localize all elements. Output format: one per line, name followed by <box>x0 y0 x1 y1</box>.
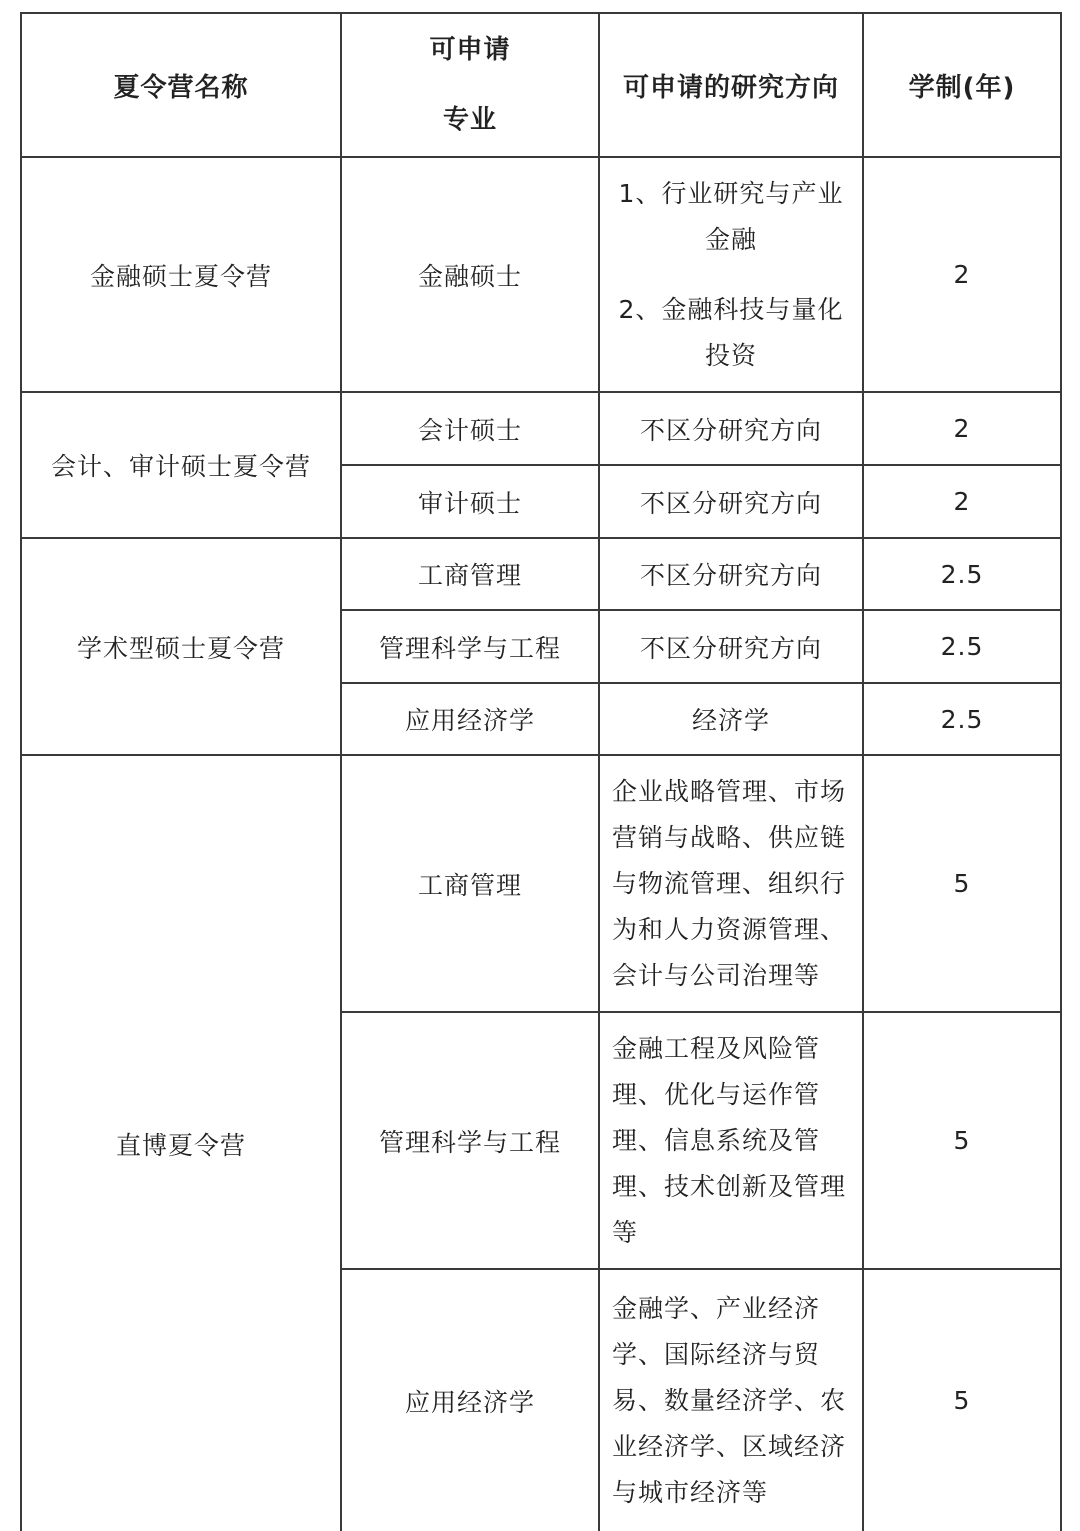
direction-item-1b: 金融 <box>704 224 757 254</box>
header-row <box>21 13 1061 157</box>
major-cell: 工商管理 <box>341 755 599 1012</box>
camp-name-cell: 金融硕士夏令营 <box>21 157 341 392</box>
direction-cell <box>599 157 863 392</box>
years-cell: 5 <box>863 755 1061 1012</box>
major-cell: 工商管理 <box>341 538 599 610</box>
direction-item-2b: 投资 <box>704 340 757 370</box>
major-cell: 应用经济学 <box>341 683 599 755</box>
direction-cell: 经济学 <box>599 683 863 755</box>
header-camp-name: 夏令营名称 <box>21 13 341 157</box>
years-cell: 2.5 <box>863 610 1061 683</box>
direction-item-2a: 2、金融科技与量化 <box>618 294 844 324</box>
summer-camp-table <box>20 12 1062 1531</box>
table-row <box>21 755 1061 1012</box>
direction-cell: 金融工程及风险管理、优化与运作管理、信息系统及管理、技术创新及管理等 <box>599 1012 863 1269</box>
major-cell: 会计硕士 <box>341 392 599 465</box>
header-major-line2: 专业 <box>442 105 497 135</box>
header-major-line1: 可申请 <box>429 35 511 65</box>
years-cell: 2 <box>863 157 1061 392</box>
table-row <box>21 538 1061 610</box>
major-cell: 管理科学与工程 <box>341 610 599 683</box>
years-cell: 2.5 <box>863 538 1061 610</box>
direction-cell: 不区分研究方向 <box>599 465 863 538</box>
years-cell: 5 <box>863 1012 1061 1269</box>
major-cell: 审计硕士 <box>341 465 599 538</box>
years-cell: 5 <box>863 1269 1061 1531</box>
years-cell: 2 <box>863 392 1061 465</box>
header-major <box>341 13 599 157</box>
direction-cell: 不区分研究方向 <box>599 610 863 683</box>
direction-cell: 金融学、产业经济学、国际经济与贸易、数量经济学、农业经济学、区域经济与城市经济等 <box>599 1269 863 1531</box>
header-direction: 可申请的研究方向 <box>599 13 863 157</box>
major-cell: 管理科学与工程 <box>341 1012 599 1269</box>
major-cell: 金融硕士 <box>341 157 599 392</box>
camp-name-cell: 学术型硕士夏令营 <box>21 538 341 755</box>
camp-name-cell: 会计、审计硕士夏令营 <box>21 392 341 538</box>
major-cell: 应用经济学 <box>341 1269 599 1531</box>
table-row <box>21 392 1061 465</box>
direction-cell: 不区分研究方向 <box>599 392 863 465</box>
table-row <box>21 157 1061 392</box>
years-cell: 2.5 <box>863 683 1061 755</box>
direction-cell: 企业战略管理、市场营销与战略、供应链与物流管理、组织行为和人力资源管理、会计与公司治理等 <box>599 755 863 1012</box>
camp-name-cell: 直博夏令营 <box>21 755 341 1531</box>
direction-cell: 不区分研究方向 <box>599 538 863 610</box>
direction-item-1a: 1、行业研究与产业 <box>618 178 844 208</box>
header-years: 学制(年) <box>863 13 1061 157</box>
years-cell: 2 <box>863 465 1061 538</box>
